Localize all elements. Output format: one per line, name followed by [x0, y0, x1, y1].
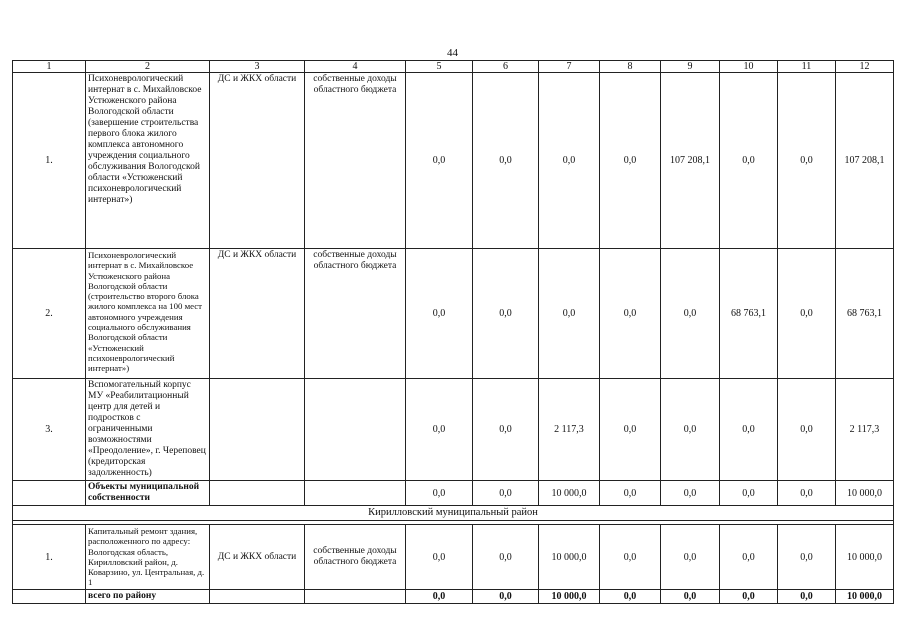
value-cell: 10 000,0	[836, 481, 894, 506]
value-cell: 0,0	[539, 249, 600, 379]
empty-cell	[210, 481, 305, 506]
empty-cell	[13, 590, 86, 604]
department	[210, 379, 305, 481]
value-cell: 10 000,0	[539, 525, 600, 590]
value-cell: 0,0	[778, 525, 836, 590]
value-cell: 68 763,1	[720, 249, 778, 379]
funding-source: собственные доходы областного бюджета	[305, 73, 406, 249]
subtotal-row	[13, 481, 894, 506]
table-row	[13, 379, 894, 481]
value-cell: 0,0	[661, 379, 720, 481]
value-cell: 0,0	[778, 590, 836, 604]
empty-cell	[210, 590, 305, 604]
col-header: 11	[778, 61, 836, 73]
section-title: Кирилловский муниципальный район	[13, 506, 894, 521]
row-index: 2.	[13, 249, 86, 379]
value-cell: 2 117,3	[539, 379, 600, 481]
row-index: 3.	[13, 379, 86, 481]
value-cell: 10 000,0	[539, 481, 600, 506]
col-header: 9	[661, 61, 720, 73]
value-cell: 10 000,0	[539, 590, 600, 604]
table-row	[13, 525, 894, 590]
budget-table	[12, 60, 894, 604]
value-cell: 0,0	[473, 481, 539, 506]
col-header: 5	[406, 61, 473, 73]
col-header: 8	[600, 61, 661, 73]
value-cell: 0,0	[600, 525, 661, 590]
col-header: 1	[13, 61, 86, 73]
value-cell: 0,0	[778, 73, 836, 249]
value-cell: 0,0	[778, 481, 836, 506]
row-index: 1.	[13, 525, 86, 590]
value-cell: 68 763,1	[836, 249, 894, 379]
value-cell: 0,0	[406, 73, 473, 249]
funding-source	[305, 379, 406, 481]
col-header: 4	[305, 61, 406, 73]
value-cell: 0,0	[406, 590, 473, 604]
object-name: Вспомогательный корпус МУ «Реабилитационный центр для детей и подростков с ограниченными возможностями «Преодоление», г. Череповец (кредиторская задолженность)	[86, 379, 210, 481]
department: ДС и ЖКХ области	[210, 249, 305, 379]
col-header: 10	[720, 61, 778, 73]
table-row	[13, 73, 894, 249]
value-cell: 0,0	[720, 590, 778, 604]
value-cell: 0,0	[720, 525, 778, 590]
section-header-row	[13, 506, 894, 521]
value-cell: 0,0	[600, 249, 661, 379]
value-cell: 0,0	[406, 481, 473, 506]
value-cell: 0,0	[473, 590, 539, 604]
value-cell: 0,0	[600, 481, 661, 506]
value-cell: 0,0	[600, 379, 661, 481]
page-number: 44	[447, 47, 458, 59]
value-cell: 0,0	[661, 249, 720, 379]
object-name: Психоневрологический интернат в с. Михайловское Устюженского района Вологодской области (строительство второго блока жилого комплекса на 100 мест автономного учреждения социального обслуживания Вологодской области «Устюженский психоневрологический интернат»)	[86, 249, 210, 379]
value-cell: 0,0	[720, 73, 778, 249]
value-cell: 10 000,0	[836, 590, 894, 604]
value-cell: 0,0	[473, 73, 539, 249]
value-cell: 0,0	[473, 249, 539, 379]
total-row	[13, 590, 894, 604]
subtotal-label: Объекты муниципальной собственности	[86, 481, 210, 506]
empty-cell	[305, 590, 406, 604]
value-cell: 107 208,1	[836, 73, 894, 249]
value-cell: 0,0	[473, 379, 539, 481]
value-cell: 0,0	[406, 249, 473, 379]
total-label: всего по району	[86, 590, 210, 604]
value-cell: 0,0	[720, 481, 778, 506]
value-cell: 0,0	[661, 590, 720, 604]
col-header: 2	[86, 61, 210, 73]
column-number-row	[13, 61, 894, 73]
funding-source: собственные доходы областного бюджета	[305, 525, 406, 590]
value-cell: 0,0	[778, 379, 836, 481]
value-cell: 0,0	[778, 249, 836, 379]
value-cell: 107 208,1	[661, 73, 720, 249]
value-cell: 0,0	[661, 481, 720, 506]
value-cell: 0,0	[406, 525, 473, 590]
col-header: 3	[210, 61, 305, 73]
object-name: Капитальный ремонт здания, расположенного по адресу: Вологодская область, Кирилловский район, д. Коварзино, ул. Центральная, д. 1	[86, 525, 210, 590]
funding-source: собственные доходы областного бюджета	[305, 249, 406, 379]
value-cell: 0,0	[661, 525, 720, 590]
value-cell: 0,0	[406, 379, 473, 481]
value-cell: 10 000,0	[836, 525, 894, 590]
col-header: 7	[539, 61, 600, 73]
col-header: 12	[836, 61, 894, 73]
value-cell: 0,0	[600, 590, 661, 604]
empty-cell	[305, 481, 406, 506]
value-cell: 0,0	[473, 525, 539, 590]
empty-cell	[13, 481, 86, 506]
value-cell: 0,0	[720, 379, 778, 481]
department: ДС и ЖКХ области	[210, 73, 305, 249]
row-index: 1.	[13, 73, 86, 249]
table-row	[13, 249, 894, 379]
department: ДС и ЖКХ области	[210, 525, 305, 590]
value-cell: 0,0	[539, 73, 600, 249]
object-name: Психоневрологический интернат в с. Михайловское Устюженского района Вологодской области (завершение строительства первого блока жилого комплекса автономного учреждения социального обслуживания Вологодской области «Устюженский психоневрологический интернат»)	[86, 73, 210, 249]
value-cell: 2 117,3	[836, 379, 894, 481]
value-cell: 0,0	[600, 73, 661, 249]
col-header: 6	[473, 61, 539, 73]
